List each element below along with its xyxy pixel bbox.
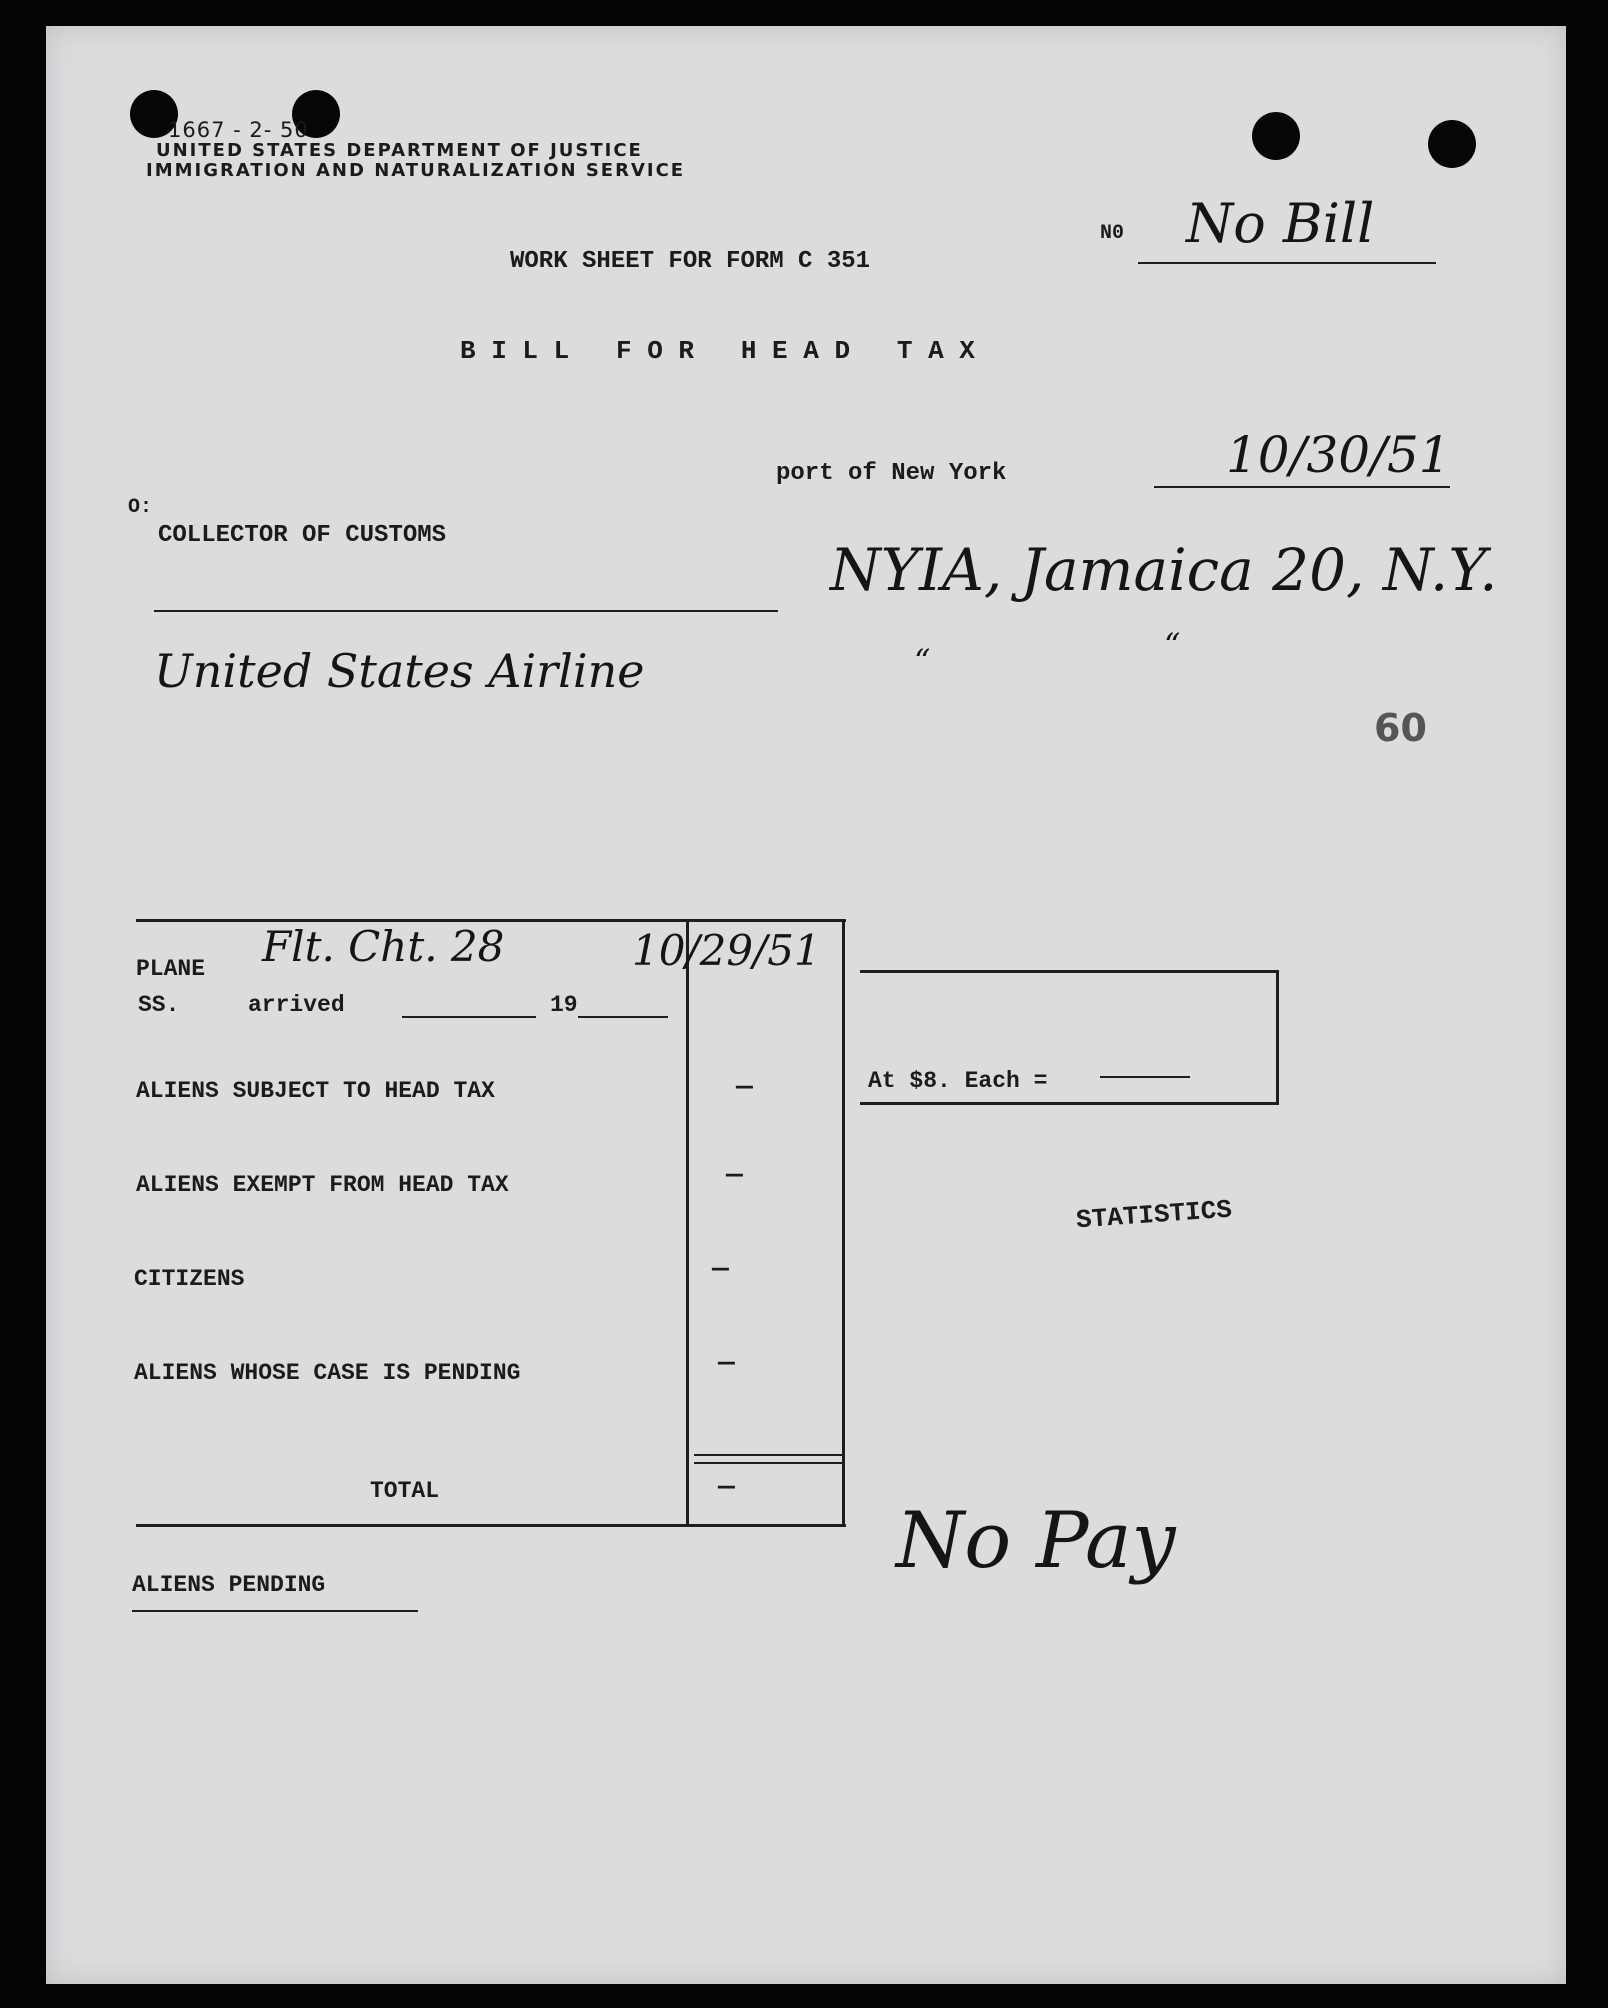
arrival-date-handwritten: 10/29/51 <box>632 926 821 975</box>
arrived-blank-line <box>402 1016 536 1018</box>
port-label: port of New York <box>776 460 1007 487</box>
plane-label: PLANE <box>136 956 206 982</box>
department-name: UNITED STATES DEPARTMENT OF JUSTICE <box>156 140 643 161</box>
row-value-pending: — <box>718 1348 735 1379</box>
document-page <box>46 26 1566 1984</box>
row-label-subject: ALIENS SUBJECT TO HEAD TAX <box>136 1078 495 1104</box>
flight-handwritten: Flt. Cht. 28 <box>262 922 505 971</box>
form-number: 1667 - 2- 50 <box>168 118 309 142</box>
date-underline <box>1154 486 1450 488</box>
rate-box-bottom <box>860 1102 1278 1105</box>
collector-underline <box>154 610 778 612</box>
ditto-mark: “ <box>914 642 931 680</box>
arrived-label: arrived <box>248 992 345 1018</box>
year-prefix: 19 <box>550 992 578 1018</box>
to-label: O: <box>128 496 153 519</box>
rate-box-top <box>860 970 1278 973</box>
row-label-exempt: ALIENS EXEMPT FROM HEAD TAX <box>136 1172 509 1198</box>
no-label: N0 <box>1100 222 1125 245</box>
airline-handwritten: United States Airline <box>154 644 645 698</box>
row-label-pending: ALIENS WHOSE CASE IS PENDING <box>134 1360 521 1386</box>
total-value: — <box>718 1472 735 1503</box>
table-bottom-border <box>136 1524 846 1527</box>
rate-box-right <box>1276 970 1279 1105</box>
no-underline <box>1138 262 1436 264</box>
punch-hole <box>1428 120 1476 168</box>
table-divider-left <box>686 919 689 1527</box>
row-value-citizens: — <box>712 1254 729 1285</box>
row-value-exempt: — <box>726 1160 743 1191</box>
total-double-line <box>694 1462 844 1464</box>
ss-label: SS. <box>138 992 180 1018</box>
aliens-pending-label: ALIENS PENDING <box>132 1572 326 1598</box>
aliens-pending-underline <box>132 1610 418 1612</box>
statistics-label: STATISTICS <box>1075 1194 1233 1236</box>
no-pay-handwritten: No Pay <box>896 1496 1176 1586</box>
punch-hole <box>1252 112 1300 160</box>
row-label-citizens: CITIZENS <box>134 1266 245 1292</box>
worksheet-title: WORK SHEET FOR FORM C 351 <box>510 248 871 275</box>
stamp-number: 60 <box>1374 706 1427 750</box>
service-name: IMMIGRATION AND NATURALIZATION SERVICE <box>146 160 686 181</box>
collector-label: COLLECTOR OF CUSTOMS <box>158 522 447 549</box>
table-divider-right <box>842 919 845 1527</box>
ditto-mark: “ <box>1164 626 1181 664</box>
total-double-line <box>694 1454 844 1456</box>
address-handwritten: NYIA, Jamaica 20, N.Y. <box>830 536 1498 604</box>
row-value-subject: — <box>736 1072 753 1103</box>
total-label: TOTAL <box>370 1478 440 1504</box>
year-blank-line <box>578 1016 668 1018</box>
rate-label: At $8. Each = <box>868 1068 1048 1094</box>
bill-title: B I L L F O R H E A D T A X <box>460 336 975 366</box>
no-bill-handwritten: No Bill <box>1186 192 1375 255</box>
date-handwritten: 10/30/51 <box>1226 426 1451 484</box>
rate-amount-dash <box>1100 1076 1190 1078</box>
